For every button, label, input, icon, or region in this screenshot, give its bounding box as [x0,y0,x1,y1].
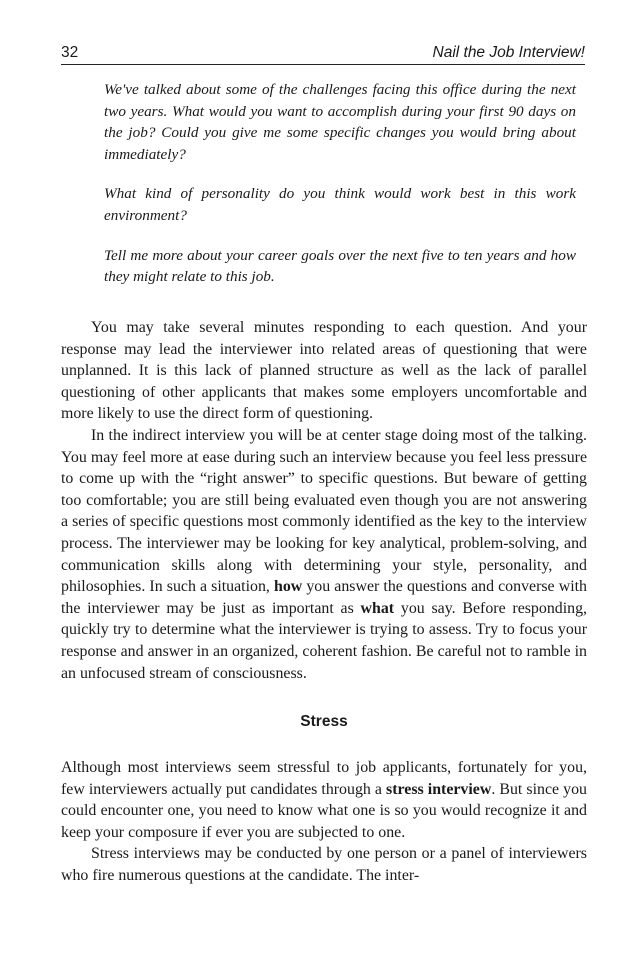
paragraph [61,425,587,684]
body-text-upper [61,317,587,684]
paragraph [61,757,587,843]
paragraph-text: . But since you could encounter one, you need to know what one is so you would recognize it and keep your composure if ever you are subjected to one. [61,780,587,841]
section-heading: Stress [300,713,348,730]
emphasis-what: what [360,599,395,617]
sample-question: We've talked about some of the challenges facing this office during the next two years. What would you want to accomplish during your first 90 days on the job? Could you give me some specific changes you would bring about immediately? [104,81,576,163]
running-header [61,40,585,65]
running-title: Nail the Job Interview! [432,44,585,61]
paragraph-text: you say. Before responding, quickly try to determine what the interviewer is trying to assess. Try to focus your response and answer in an organized, coherent fashion. Be careful not to ramble in an unfocused stream of consciousness. [61,599,587,682]
emphasis-stress-interview: stress interview [386,780,492,798]
sample-question: Tell me more about your career goals over the next five to ten years and how they might relate to this job. [104,246,576,286]
paragraph-text: you answer the questions and converse with the interviewer may be just as important as [61,578,587,617]
page-number: 32 [61,44,79,61]
paragraph-text: Although most interviews seem stressful to job applicants, fortunately for you, few interviewers actually put candidates through a [61,759,587,798]
emphasis-how: how [273,578,303,596]
paragraph-text: In the indirect interview you will be at center stage doing most of the talking. You may feel more at ease during such an interview because you feel less pressure to come up with the “right answer” to specific questions. But beware of getting too comfortable; you are still being evaluated even though you are not answering a series of specific questions most commonly identified as the key to the interview process. The interviewer may be looking for key analytical, problem-solving, and communication skills along with determining your style, personality, and philosophies. In such a situation, [61,426,587,596]
sample-questions [104,79,582,306]
paragraph: Stress interviews may be conducted by one person or a panel of interviewers who fire numerous questions at the candidate. The inter- [61,845,587,884]
paragraph: You may take several minutes responding to each question. And your response may lead the interviewer into related areas of questioning that were unplanned. It is this lack of planned structure as well as the lack of parallel questioning of other applicants that makes some employers uncomfortable and more likely to use the direct form of questioning. [61,319,587,423]
sample-question: What kind of personality do you think would work best in this work environment? [104,185,576,224]
body-text-lower [61,757,587,887]
